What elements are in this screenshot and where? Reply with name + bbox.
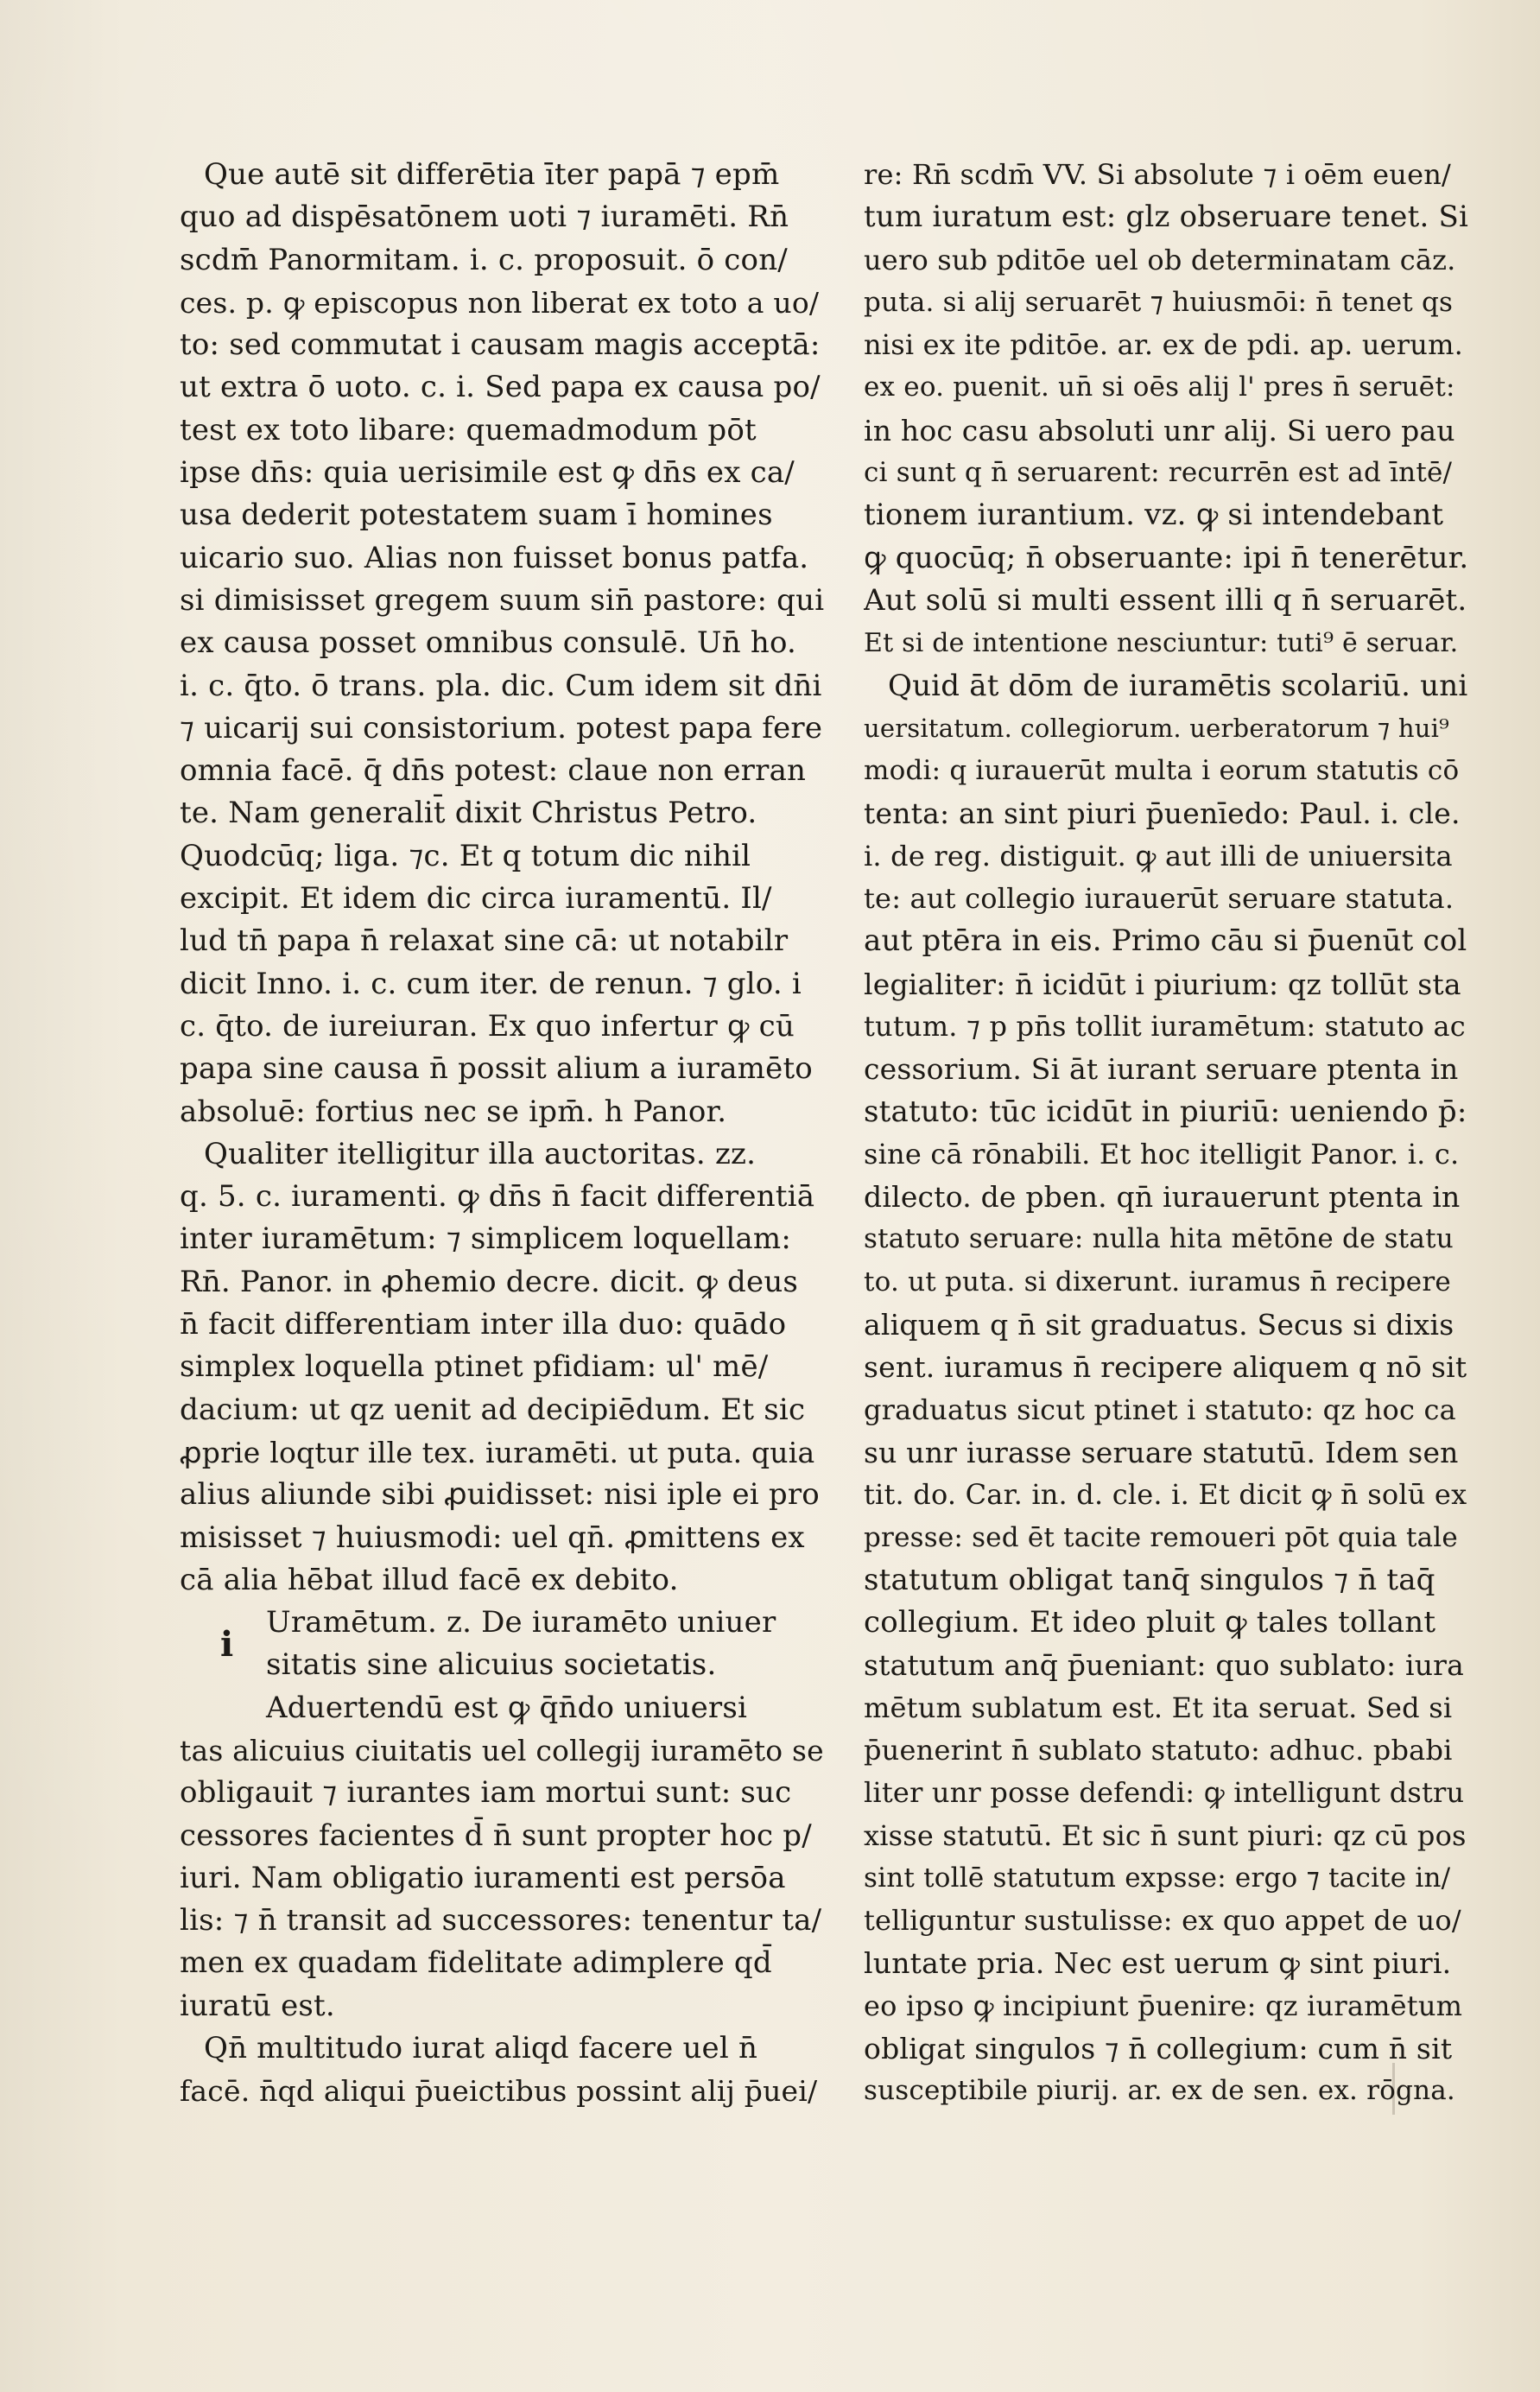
left-column-line: Rn̄. Panor. in ꝓhemio decre. dicit. ꝙ deus — [180, 1264, 799, 1299]
left-column-line: te. Nam generalit̄ dixit Christus Petro. — [180, 796, 757, 831]
left-column-line: quo ad dispēsatōnem uoti ⁊ iuramēti. Rn̄ — [180, 200, 789, 235]
right-column-line: eo ipso ꝙ incipiunt p̄uenire: qz iuramētum — [864, 1989, 1463, 2022]
left-column-line: c. q̄to. de iureiuran. Ex quo infertur ꝙ cū — [180, 1008, 795, 1044]
left-column-line: Aduertendū est ꝙ q̄n̄do uniuersi — [266, 1690, 748, 1725]
left-column-line: obligauit ⁊ iurantes iam mortui sunt: suc — [180, 1775, 792, 1811]
right-column-line: Et si de intentione nesciuntur: tuti⁹ ē seruar. — [864, 628, 1459, 659]
left-column-line: ⁊ uicarij sui consistorium. potest papa fere — [180, 710, 823, 746]
right-column-line: aliquem q n̄ sit graduatus. Secus si dixis — [864, 1308, 1454, 1342]
right-column-line: uersitatum. collegiorum. uerberatorum ⁊ hui⁹ — [864, 713, 1449, 743]
left-column-line: q. 5. c. iuramenti. ꝙ dn̄s n̄ facit differentiā — [180, 1179, 815, 1215]
right-column-line: tum iuratum est: glz obseruare tenet. Si — [864, 200, 1468, 235]
left-column-line: Qualiter itelligitur illa auctoritas. zz. — [204, 1136, 757, 1171]
right-column-line: su unr iurasse seruare statutū. Idem sen — [864, 1435, 1459, 1469]
left-column-line: excipit. Et idem dic circa iuramentū. Il/ — [180, 881, 772, 917]
left-column-line: misisset ⁊ huiusmodi: uel qn̄. ꝓmittens ex — [180, 1520, 805, 1555]
right-column-line: legialiter: n̄ icidūt i piurium: qz tollūt sta — [864, 967, 1461, 1001]
left-column-line: iuri. Nam obligatio iuramenti est persōa — [180, 1860, 786, 1895]
right-column-line: in hoc casu absoluti unr alij. Si uero pau — [864, 413, 1455, 447]
right-column-line: luntate pria. Nec est uerum ꝙ sint piuri. — [864, 1946, 1452, 1981]
right-column-line: te: aut collegio iurauerūt seruare statuta. — [864, 882, 1454, 916]
left-column-line: si dimisisset gregem suum sin̄ pastore: qui — [180, 582, 825, 618]
right-column-line: Aut solū si multi essent illi q n̄ seruarēt. — [864, 582, 1467, 618]
right-column-line: ex eo. puenit. un̄ si oēs alij l' pres n̄ seruēt: — [864, 371, 1455, 403]
right-column-line: tenta: an sint piuri p̄uenīedo: Paul. i. cle. — [864, 796, 1461, 831]
right-column-line: obligat singulos ⁊ n̄ collegium: cum n̄ sit — [864, 2032, 1453, 2066]
left-column-line: sitatis sine alicuius societatis. — [266, 1647, 717, 1683]
left-column-line: cessores facientes d̄ n̄ sunt propter hoc p/ — [180, 1818, 812, 1853]
right-column-line: p̄uenerint n̄ sublato statuto: adhuc. pbabi — [864, 1733, 1453, 1767]
left-column-line: ut extra ō uoto. c. i. Sed papa ex causa po/ — [180, 370, 821, 405]
left-column-line: i. c. q̄to. ō trans. pla. dic. Cum idem sit dn̄i — [180, 668, 822, 703]
left-column-line: alius aliunde sibi ꝓuidisset: nisi iple ei pro — [180, 1477, 820, 1513]
right-column-line: Quid āt dōm de iuramētis scolariū. uni — [888, 668, 1468, 703]
right-column-line: modi: q iurauerūt multa i eorum statutis cō — [864, 755, 1460, 787]
right-column-line: presse: sed ēt tacite remoueri pōt quia tale — [864, 1521, 1458, 1553]
ink-mark — [1392, 2063, 1395, 2115]
left-text-column — [180, 154, 827, 2113]
left-column-line: absoluē: fortius nec se ipm̄. h Panor. — [180, 1094, 727, 1129]
left-column-line: dacium: ut qz uenit ad decipiēdum. Et sic — [180, 1392, 806, 1427]
left-column-line: ipse dn̄s: quia uerisimile est ꝙ dn̄s ex ca/ — [180, 455, 795, 491]
right-column-line: i. de reg. distiguit. ꝙ aut illi de uniuersita — [864, 839, 1453, 872]
left-column-line: ex causa posset omnibus consulē. Un̄ ho. — [180, 625, 797, 661]
right-column-line: telliguntur sustulisse: ex quo appet de uo/ — [864, 1904, 1461, 1938]
left-column-line: scdm̄ Panormitam. i. c. proposuit. ō con/ — [180, 242, 788, 277]
left-column-line: test ex toto libare: quemadmodum pōt — [180, 412, 757, 447]
right-column-line: statuto: tūc icidūt in piuriū: ueniendo p̄: — [864, 1094, 1467, 1129]
right-column-line: re: Rn̄ scdm̄ VV. Si absolute ⁊ i oēm euen/ — [864, 158, 1452, 191]
right-column-line: collegium. Et ideo pluit ꝙ tales tollant — [864, 1605, 1436, 1640]
right-column-line: ꝙ quocūq; n̄ obseruante: ipi n̄ tenerētur. — [864, 540, 1468, 575]
right-column-line: sint tollē statutum expsse: ergo ⁊ tacite in/ — [864, 1862, 1451, 1894]
left-column-line: iuratū est. — [180, 1988, 335, 2023]
right-column-line: puta. si alij seruarēt ⁊ huiusmōi: n̄ tenet qs — [864, 286, 1454, 318]
left-column-line: usa dederit potestatem suam ī homines — [180, 498, 773, 533]
right-column-line: tit. do. Car. in. d. cle. i. Et dicit ꝙ n̄ solū ex — [864, 1478, 1467, 1512]
right-column-line: aut ptēra in eis. Primo cāu si p̄uenūt col — [864, 923, 1467, 959]
left-column-line: facē. n̄qd aliqui p̄ueictibus possint alij p̄uei/ — [180, 2074, 818, 2109]
right-column-line: statuto seruare: nulla hita mētōne de statu — [864, 1223, 1454, 1255]
left-column-line: to: sed commutat i causam magis acceptā: — [180, 327, 821, 363]
left-column-line: omnia facē. q̄ dn̄s potest: claue non erran — [180, 753, 807, 789]
left-column-line: Qn̄ multitudo iurat aliqd facere uel n̄ — [204, 2031, 758, 2066]
right-column-line: sent. iuramus n̄ recipere aliquem q nō sit — [864, 1350, 1467, 1385]
right-column-line: dilecto. de pben. qn̄ iurauerunt ptenta in — [864, 1180, 1461, 1215]
right-text-column — [864, 154, 1468, 2113]
left-column-line: papa sine causa n̄ possit alium a iuramēto — [180, 1051, 813, 1087]
left-column-line: Que autē sit differētia īter papā ⁊ epm̄ — [204, 157, 780, 192]
right-column-line: statutum obligat tanq̄ singulos ⁊ n̄ taq̄ — [864, 1562, 1435, 1597]
right-column-line: sine cā rōnabili. Et hoc itelligit Panor. i. c. — [864, 1137, 1460, 1171]
right-column-line: graduatus sicut ptinet i statuto: qz hoc ca — [864, 1393, 1456, 1426]
left-column-line: tas alicuius ciuitatis uel collegij iuramēto se — [180, 1733, 824, 1767]
left-column-line: inter iuramētum: ⁊ simplicem loquellam: — [180, 1221, 791, 1257]
right-column-line: uero sub pditōe uel ob determinatam cāz. — [864, 243, 1456, 276]
left-column-line: dicit Inno. i. c. cum iter. de renun. ⁊ glo. i — [180, 966, 802, 1001]
right-column-line: xisse statutū. Et sic n̄ sunt piuri: qz cū pos — [864, 1818, 1467, 1852]
margin-note: i — [220, 1624, 234, 1665]
right-column-line: tutum. ⁊ p pn̄s tollit iuramētum: statuto ac — [864, 1009, 1466, 1043]
left-column-line: men ex quadam fidelitate adimplere qd̄ — [180, 1945, 772, 1981]
right-column-line: statutum anq̄ p̄ueniant: quo sublato: iura — [864, 1648, 1465, 1683]
right-column-line: to. ut puta. si dixerunt. iuramus n̄ recipere — [864, 1266, 1451, 1298]
right-column-line: cessorium. Si āt iurant seruare ptenta in — [864, 1052, 1459, 1087]
left-column-line: lis: ⁊ n̄ transit ad successores: tenentur ta/ — [180, 1903, 822, 1938]
right-column-line: nisi ex ite pditōe. ar. ex de pdi. ap. uerum. — [864, 328, 1464, 362]
left-column-line: ces. p. ꝙ episcopus non liberat ex toto a uo/ — [180, 285, 820, 320]
right-column-line: ci sunt q n̄ seruarent: recurrēn est ad īntē/ — [864, 457, 1453, 489]
left-column-line: lud tn̄ papa n̄ relaxat sine cā: ut notabilr — [180, 923, 789, 959]
right-column-line: susceptibile piurij. ar. ex de sen. ex. rōgna. — [864, 2075, 1455, 2107]
right-column-line: liter unr posse defendi: ꝙ intelligunt dstru — [864, 1776, 1465, 1810]
left-column-line: simplex loquella ptinet pfidiam: ul' mē/ — [180, 1349, 769, 1385]
left-column-line: ꝓprie loqtur ille tex. iuramēti. ut puta. quia — [180, 1435, 815, 1469]
left-column-line: cā alia hēbat illud facē ex debito. — [180, 1562, 679, 1597]
right-column-line: tionem iurantium. vz. ꝙ si intendebant — [864, 498, 1444, 533]
left-column-line: uicario suo. Alias non fuisset bonus patfa. — [180, 540, 809, 575]
left-column-line: Uramētum. z. De iuramēto uniuer — [266, 1605, 776, 1640]
left-column-line: n̄ facit differentiam inter illa duo: quādo — [180, 1307, 787, 1342]
left-column-line: Quodcūq; liga. ⁊c. Et q totum dic nihil — [180, 838, 751, 873]
right-column-line: mētum sublatum est. Et ita seruat. Sed si — [864, 1691, 1453, 1724]
